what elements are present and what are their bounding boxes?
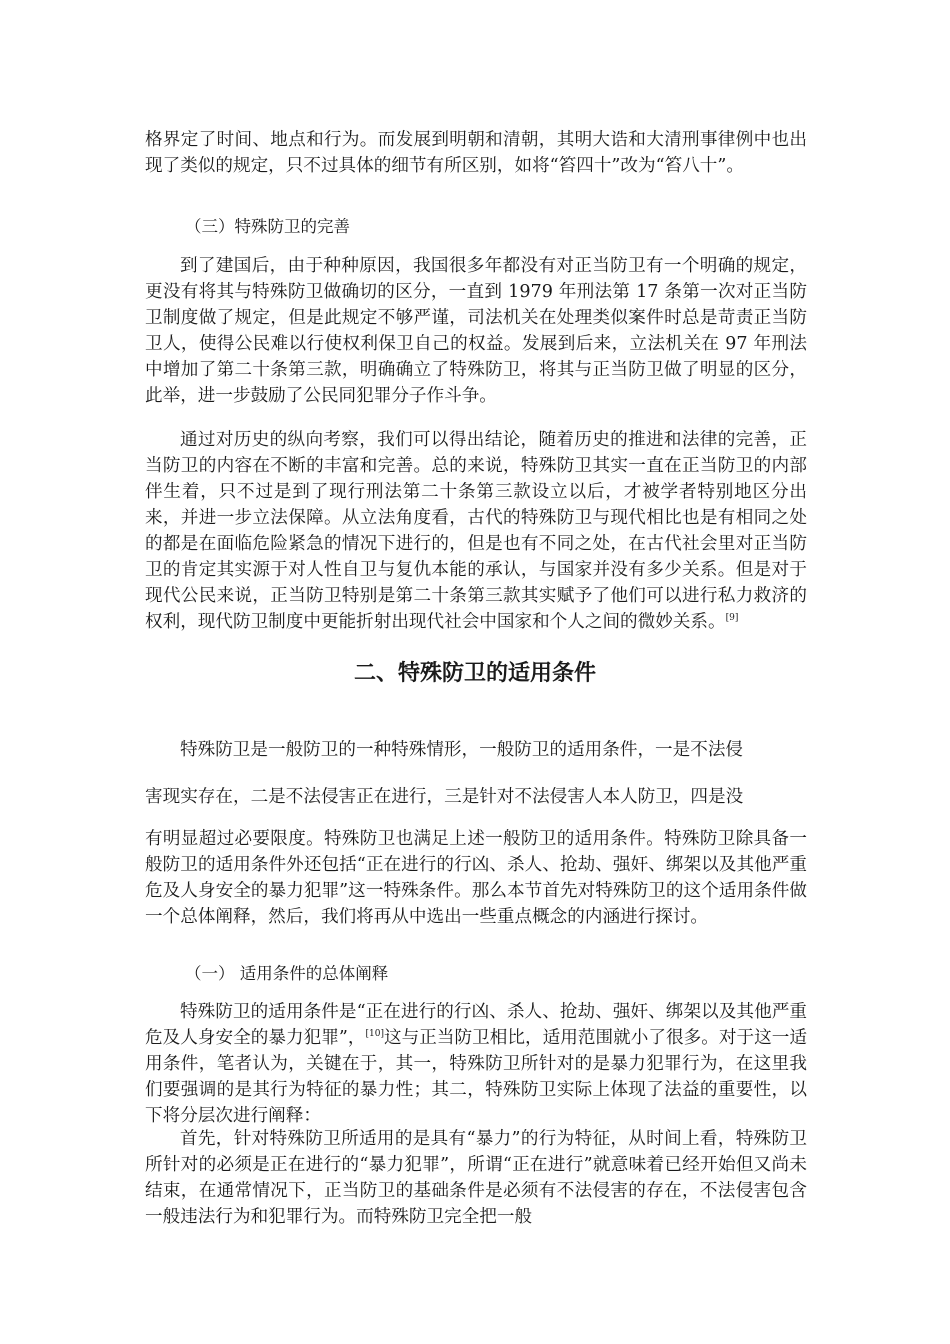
paragraph-ming-qing-law (145, 127, 807, 179)
paragraph-conditions-line2 (145, 784, 807, 810)
paragraph-text: ，二是不法侵害正在进行，三是针对不法侵害人本人防卫，四是没 (232, 787, 744, 807)
subsection-heading-1: （一） 适用条件的总体阐释 (185, 964, 389, 983)
paragraph-historical-review (145, 427, 807, 635)
paragraph-text: 到了建国后，由于种种原因，我国很多年都没有对正当防卫有一个明确的规定，更没有将其与特殊防卫做确切的区分，一直到 1979 年刑法第 17 条第一次对正当防卫制度做了规定，但是此规定不够严谨，司法机关在处理类似案件时总是苛责正当防卫人，使得公民难以行使权利保卫自己的权益。发展到后来，立法机关在 97 年刑法中增加了第二十条第三款，明确确立了特殊防卫，将其与正当防卫做了明显的区分，此举，进一步鼓励了公民同犯罪分子作斗争。 (145, 256, 807, 406)
paragraph-text: 有明显超过必要限度。特殊防卫也满足上述一般防卫的适用条件。特殊防卫除具备一般防卫的适用条件外还包括“正在进行的行凶、杀人、抢劫、强奸、绑架以及其他严重危及人身安全的暴力犯罪”这一特殊条件。那么本节首先对特殊防卫的这个适用条件做一个总体阐释，然后，我们将再从中选出一些重点概念的内涵进行探讨。 (145, 829, 807, 927)
paragraph-violence-feature (145, 1126, 807, 1230)
paragraph-conditions-rest (145, 826, 807, 930)
footnote-ref-9[interactable]: [9] (725, 613, 739, 623)
highlighted-text: 害现实存在 (145, 787, 233, 807)
footnote-ref-10[interactable]: [10] (365, 1029, 385, 1039)
highlighted-text: 不法侵 (690, 740, 744, 760)
paragraph-text: 格界定了时间、地点和行为。而发展到明朝和清朝，其明大诰和大清刑事律例中也出现了类似的规定，只不过具体的细节有所区别，如将“笞四十”改为“笞八十”。 (145, 130, 807, 176)
paragraph-conditions-line1 (145, 737, 807, 763)
paragraph-overall-interpretation (145, 999, 807, 1129)
section-heading-2: 二、特殊防卫的适用条件 (353, 661, 596, 686)
paragraph-text: 特殊防卫是一般防卫的一种特殊情形，一般防卫的适用条件，一是 (180, 740, 691, 760)
paragraph-text: 首先，针对特殊防卫所适用的是具有“暴力”的行为特征，从时间上看，特殊防卫所针对的必须是正在进行的“暴力犯罪”，所谓“正在进行”就意味着已经开始但又尚未结束，在通常情况下，正当防卫的基础条件是必须有不法侵害的存在，不法侵害包含一般违法行为和犯罪行为。而特殊防卫完全把一般 (145, 1129, 807, 1227)
paragraph-text: 这与正当防卫相比，适用范围就小了很多。对于这一适用条件，笔者认为，关键在于，其一，特殊防卫所针对的是暴力犯罪行为，在这里我们要强调的是其行为特征的暴力性；其二，特殊防卫实际上体现了法益的重要性，以下将分层次进行阐释： (145, 1028, 807, 1126)
subsection-heading-3: （三）特殊防卫的完善 (185, 217, 350, 236)
paragraph-text: 特殊防卫的适用条件是“正在进行的行凶、杀人、抢劫、强奸、绑架以及其他严重危及人身安全的暴力犯罪”， (145, 1002, 807, 1048)
paragraph-post-founding (145, 253, 807, 409)
paragraph-text: 通过对历史的纵向考察，我们可以得出结论，随着历史的推进和法律的完善，正当防卫的内容在不断的丰富和完善。总的来说，特殊防卫其实一直在正当防卫的内部伴生着，只不过是到了现行刑法第二十条第三款设立以后，才被学者特别地区分出来，并进一步立法保障。从立法角度看，古代的特殊防卫与现代相比也是有相同之处的都是在面临危险紧急的情况下进行的，但是也有不同之处，在古代社会里对正当防卫的肯定其实源于对人性自卫与复仇本能的承认，与国家并没有多少关系。但是对于现代公民来说，正当防卫特别是第二十条第三款其实赋予了他们可以进行私力救济的权利，现代防卫制度中更能折射出现代社会中国家和个人之间的微妙关系。 (145, 430, 807, 632)
